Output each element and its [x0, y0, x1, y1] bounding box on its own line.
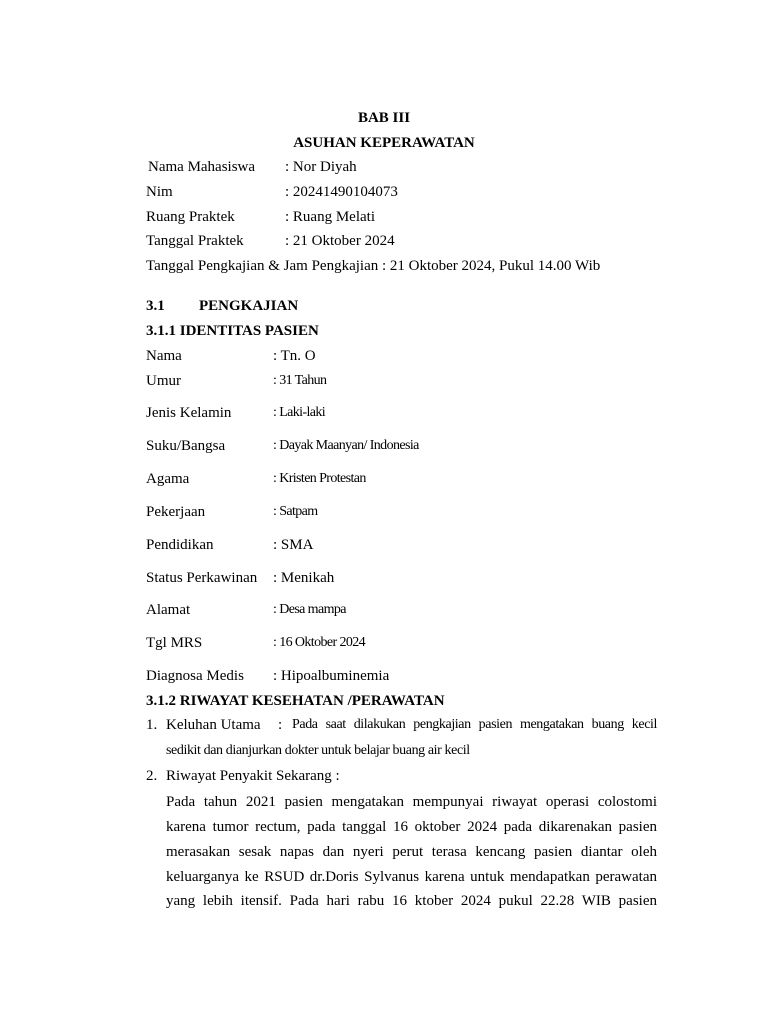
- patient-education-label: Pendidikan: [146, 537, 214, 553]
- section-3-1-2-title: 3.1.2 RIWAYAT KESEHATAN /PERAWATAN: [146, 693, 445, 709]
- present-illness-label: Riwayat Penyakit Sekarang :: [166, 768, 340, 784]
- assessment-time: Tanggal Pengkajian & Jam Pengkajian : 21 Oktober 2024, Pukul 14.00 Wib: [146, 258, 601, 274]
- practice-date-label: Tanggal Praktek: [146, 233, 244, 249]
- chapter-heading: BAB III: [357, 110, 411, 126]
- patient-ethnicity-value: : Dayak Maanyan/ Indonesia: [273, 438, 419, 453]
- patient-address-label: Alamat: [146, 602, 191, 618]
- student-id-label: Nim: [146, 184, 173, 200]
- list-number-1: 1.: [146, 717, 158, 733]
- main-complaint-text-line1: Pada saat dilakukan pengkajian pasien mengatakan buang kecil: [292, 717, 657, 732]
- patient-education-value: : SMA: [273, 537, 314, 553]
- present-illness-line: karena tumor rectum, pada tanggal 16 oktober 2024 pada dikarenakan pasien: [166, 819, 657, 835]
- practice-room-value: : Ruang Melati: [285, 209, 375, 225]
- patient-address-value: : Desa mampa: [273, 602, 346, 617]
- section-3-1-1-title: 3.1.1 IDENTITAS PASIEN: [146, 323, 319, 339]
- patient-diagnosis-value: : Hipoalbuminemia: [273, 668, 390, 684]
- present-illness-line: merasakan sesak napas dan nyeri perut terasa kencang pasien diantar oleh: [166, 844, 657, 860]
- patient-marital-status-value: : Menikah: [273, 570, 335, 586]
- present-illness-line: Pada tahun 2021 pasien mengatakan mempunyai riwayat operasi colostomi: [166, 794, 657, 810]
- patient-admission-date-value: : 16 Oktober 2024: [273, 635, 366, 650]
- patient-age-label: Umur: [146, 373, 181, 389]
- main-complaint-text-line2: sedikit dan dianjurkan dokter untuk belajar buang air kecil: [166, 743, 470, 758]
- student-name-value: : Nor Diyah: [285, 159, 357, 175]
- student-name-label: Nama Mahasiswa: [148, 159, 256, 175]
- section-3-1-title: PENGKAJIAN: [199, 298, 299, 314]
- patient-occupation-value: : Satpam: [273, 504, 318, 519]
- section-3-1-number: 3.1: [146, 298, 165, 314]
- document-title: ASUHAN KEPERAWATAN: [293, 135, 475, 151]
- patient-occupation-label: Pekerjaan: [146, 504, 206, 520]
- practice-date-value: : 21 Oktober 2024: [285, 233, 395, 249]
- patient-gender-label: Jenis Kelamin: [146, 405, 232, 421]
- main-complaint-label: Keluhan Utama: [166, 717, 261, 733]
- student-id-value: : 20241490104073: [285, 184, 398, 200]
- patient-age-value: : 31 Tahun: [273, 373, 327, 388]
- patient-religion-label: Agama: [146, 471, 190, 487]
- patient-name-label: Nama: [146, 348, 182, 364]
- list-number-2: 2.: [146, 768, 158, 784]
- patient-marital-status-label: Status Perkawinan: [146, 570, 258, 586]
- patient-gender-value: : Laki-laki: [273, 405, 326, 420]
- patient-diagnosis-label: Diagnosa Medis: [146, 668, 244, 684]
- present-illness-line: keluarganya ke RSUD dr.Doris Sylvanus karena untuk mendapatkan perawatan: [166, 869, 657, 885]
- practice-room-label: Ruang Praktek: [146, 209, 235, 225]
- patient-religion-value: : Kristen Protestan: [273, 471, 366, 486]
- present-illness-line: yang lebih itensif. Pada hari rabu 16 ktober 2024 pukul 22.28 WIB pasien: [166, 893, 657, 909]
- patient-ethnicity-label: Suku/Bangsa: [146, 438, 226, 454]
- patient-name-value: : Tn. O: [273, 348, 316, 364]
- main-complaint-colon: :: [278, 717, 283, 733]
- patient-admission-date-label: Tgl MRS: [146, 635, 203, 651]
